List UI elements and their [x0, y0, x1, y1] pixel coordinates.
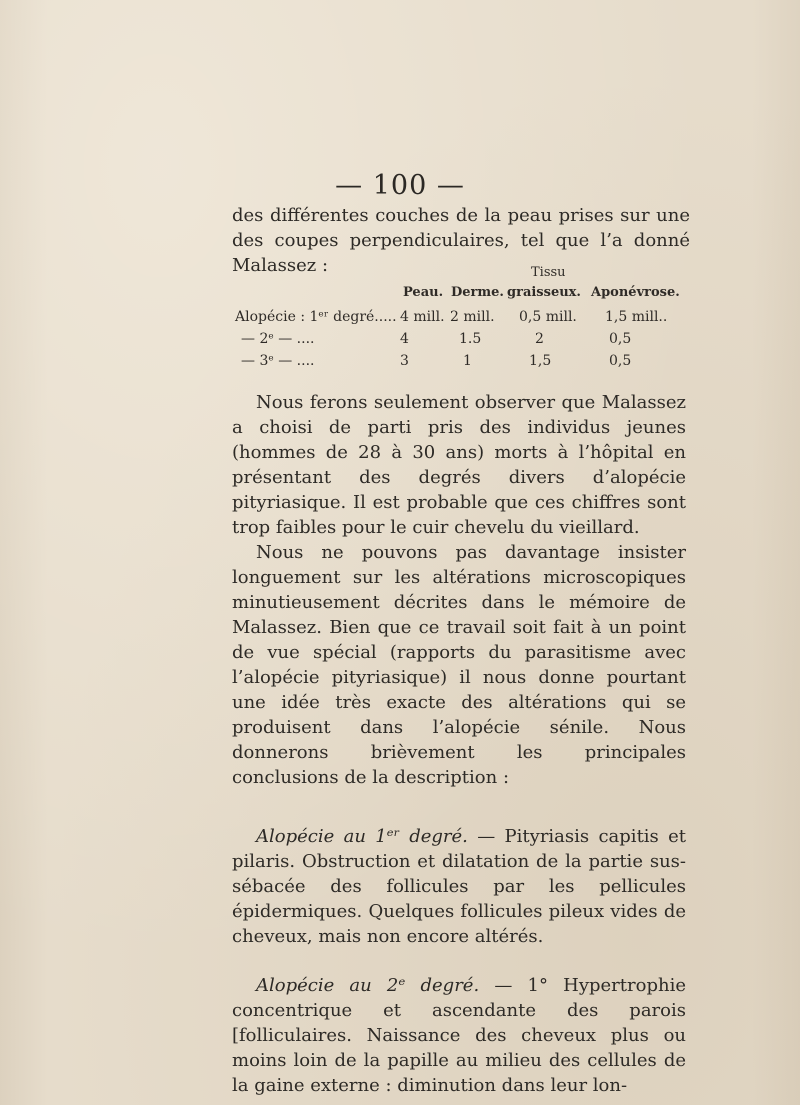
paragraph: Nous ferons seulement observer que Malassez a choisi de parti pris des individus jeunes (hommes de 28 à 30 ans) morts à l’hôpital en présentant des degrés divers d’alopécie pityriasique. Il est probable que ces chiffres sont trop faibles pour le cuir chevelu du vieillard. — [232, 392, 686, 538]
intro-text: des différentes couches de la peau prises sur une des coupes perpendiculaires, tel que l’a donné Malassez : — [232, 205, 690, 276]
cell-aponevrose: 0,5 — [609, 331, 632, 347]
paragraph: Nous ne pouvons pas davantage insister longuement sur les altérations microscopiques minutieusement décrites dans le mémoire de Malassez. Bien que ce travail soit fait à un point de vue spécial (rapports du parasitisme avec l’alopécie pityriasique) il nous donne pourtant une idée très exacte des altérations qui se produisent dans l’alopécie sénile. Nous donnerons brièvement les principales conclusions de la description : — [232, 542, 686, 788]
row-label: — 3ᵉ — .... — [241, 353, 315, 369]
section-text: — Pityriasis capitis et pilaris. Obstruction et dilatation de la partie sus-sébacée des follicules par les pellicules épidermiques. Quelques follicules pileux vides de cheveux, mais non encore altérés. — [232, 826, 687, 947]
page-number: — 100 — — [335, 170, 465, 201]
table-header-derme: Derme. — [451, 285, 504, 300]
table-header-peau: Peau. — [403, 285, 444, 300]
section-title: Alopécie au 1ᵉʳ degré. — [256, 826, 468, 847]
table-header-tissu: Tissu — [531, 265, 566, 280]
table-row — [235, 309, 705, 329]
intro-paragraph — [232, 203, 690, 278]
cell-tissu: 2 — [535, 331, 544, 347]
body-text — [232, 390, 686, 1098]
table-header-aponevrose: Aponévrose. — [591, 285, 680, 300]
cell-peau: 4 — [400, 331, 409, 347]
section-title: Alopécie au 2ᵉ degré. — [256, 975, 480, 996]
table-header-graisseux: graisseux. — [507, 285, 581, 300]
cell-peau: 4 mill. — [400, 309, 445, 325]
cell-tissu: 1,5 — [529, 353, 552, 369]
paragraph — [232, 973, 686, 1098]
section-text: — 1° Hypertrophie concentrique et ascendante des parois [folliculaires. Naissance des cheveux plus ou moins loin de la papille au milieu des cellules de la gaine externe : diminution dans leur lon- — [232, 975, 686, 1096]
cell-aponevrose: 1,5 mill.. — [605, 309, 668, 325]
cell-tissu: 0,5 mill. — [519, 309, 577, 325]
cell-derme: 1.5 — [459, 331, 482, 347]
row-label: — 2ᵉ — .... — [241, 331, 315, 347]
cell-derme: 2 mill. — [450, 309, 495, 325]
cell-derme: 1 — [463, 353, 472, 369]
paragraph — [232, 824, 686, 949]
table-row — [235, 331, 705, 351]
row-label: Alopécie : 1ᵉʳ degré..... — [235, 309, 397, 325]
cell-peau: 3 — [400, 353, 409, 369]
cell-aponevrose: 0,5 — [609, 353, 632, 369]
table-row — [235, 353, 705, 373]
